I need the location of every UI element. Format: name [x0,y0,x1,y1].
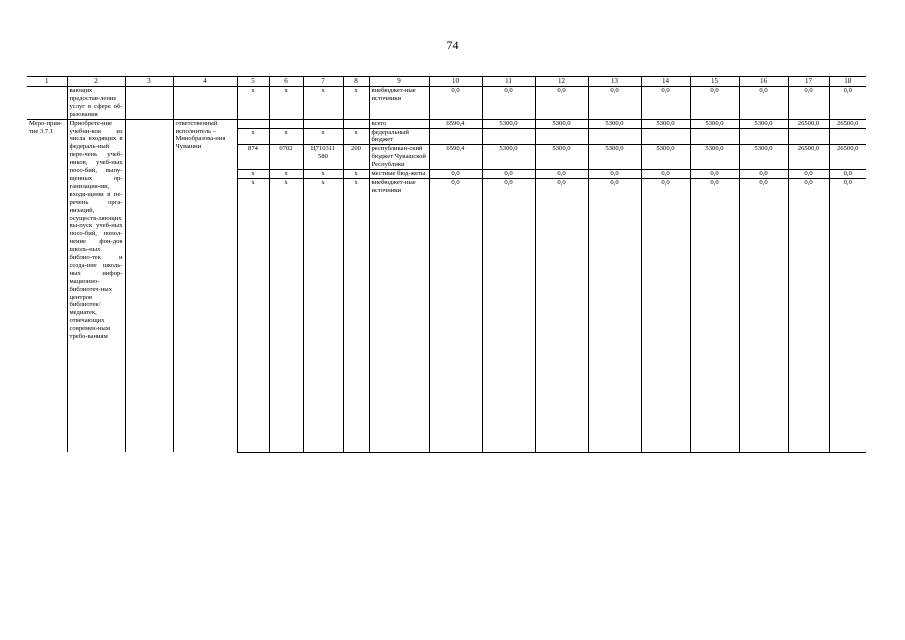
prev-name-cell: вающих предостав-ление услуг в сфере об-разования [67,87,125,120]
source-cell: внебюджет-ные источники [369,87,429,120]
header-cell: 3 [125,77,173,87]
page-number: 74 [446,38,459,52]
source-cell: внебюджет-ные источники [369,178,429,452]
header-cell: 4 [173,77,237,87]
header-cell: 1 [27,77,67,87]
header-cell: 13 [588,77,641,87]
header-cell: 8 [343,77,369,87]
header-cell: 10 [429,77,482,87]
header-cell: 7 [303,77,343,87]
program-table [27,76,866,453]
header-cell: 14 [641,77,690,87]
header-cell: 18 [829,77,866,87]
header-cell: 9 [369,77,429,87]
header-cell: 2 [67,77,125,87]
source-cell: местные бюд-жеты [369,170,429,179]
table-row: вающих предостав-ление услуг в сфере об-разования x x x x внебюджет-ные источники 0,0 0,0 0,0 0,0 0,0 0,0 0,0 0,0 0,0 [27,87,866,120]
header-cell: 16 [739,77,788,87]
source-cell: федеральный бюджет [369,128,429,145]
source-cell: республикан-ский бюджет Чувашской Республики [369,145,429,170]
table-row: x x x x федеральный бюджет [27,128,866,145]
header-cell: 15 [690,77,739,87]
header-cell: 6 [269,77,303,87]
source-cell: всего [369,119,429,128]
table-row: x x x x местные бюд-жеты 0,0 0,0 0,0 0,0 0,0 0,0 0,0 0,0 0,0 [27,170,866,179]
header-cell: 5 [237,77,269,87]
header-cell: 12 [535,77,588,87]
table-row: x x x x внебюджет-ные источники 0,0 0,0 0,0 0,0 0,0 0,0 0,0 0,0 0,0 [27,178,866,452]
table-row: Меро-прия-тие 3.7.1 Приобрете-ние учебни-ков из числа входящих в федераль-ный пере-чень учеб-ников, учеб-ных посо-бий, выпу-щенных ор-ганизация-ми, входя-щими в пе-речень орга-низаций, осуществ-ляющих вы-пуск учеб-ных посо-бий, попол-нение фон-дов школь-ных библио-тек и созда-ние школь-ных инфор-мационно-библиотеч-ных центров библиотек/ медиатек, отвечающих современ-ным требо-ваниям ответственный исполнитель – Минобразова-ния Чувашии всего 6590,4 5300,0 5300,0 5300,0 5300,0 5300,0 5300,0 26500,0 26500,0 [27,119,866,128]
table-row: 874 0702 Ц710311 580 200 республикан-ский бюджет Чувашской Республики 6590,4 5300,0 5300,0 5300,0 5300,0 5300,0 5300,0 26500,0 26500,0 [27,145,866,170]
event-name-cell: Приобрете-ние учебни-ков из числа входящих в федераль-ный пере-чень учеб-ников, учеб-ных посо-бий, выпу-щенных ор-ганизация-ми, входя-щими в пе-речень орга-низаций, осуществ-ляющих вы-пуск учеб-ных посо-бий, попол-нение фон-дов школь-ных библио-тек и созда-ние школь-ных инфор-мационно-библиотеч-ных центров библиотек/ медиатек, отвечающих современ-ным требо-ваниям [67,119,125,452]
column-number-row [27,77,866,87]
header-cell: 11 [482,77,535,87]
executor-cell: ответственный исполнитель – Минобразова-ния Чувашии [173,119,237,452]
header-cell: 17 [788,77,829,87]
event-id-cell: Меро-прия-тие 3.7.1 [27,119,67,452]
